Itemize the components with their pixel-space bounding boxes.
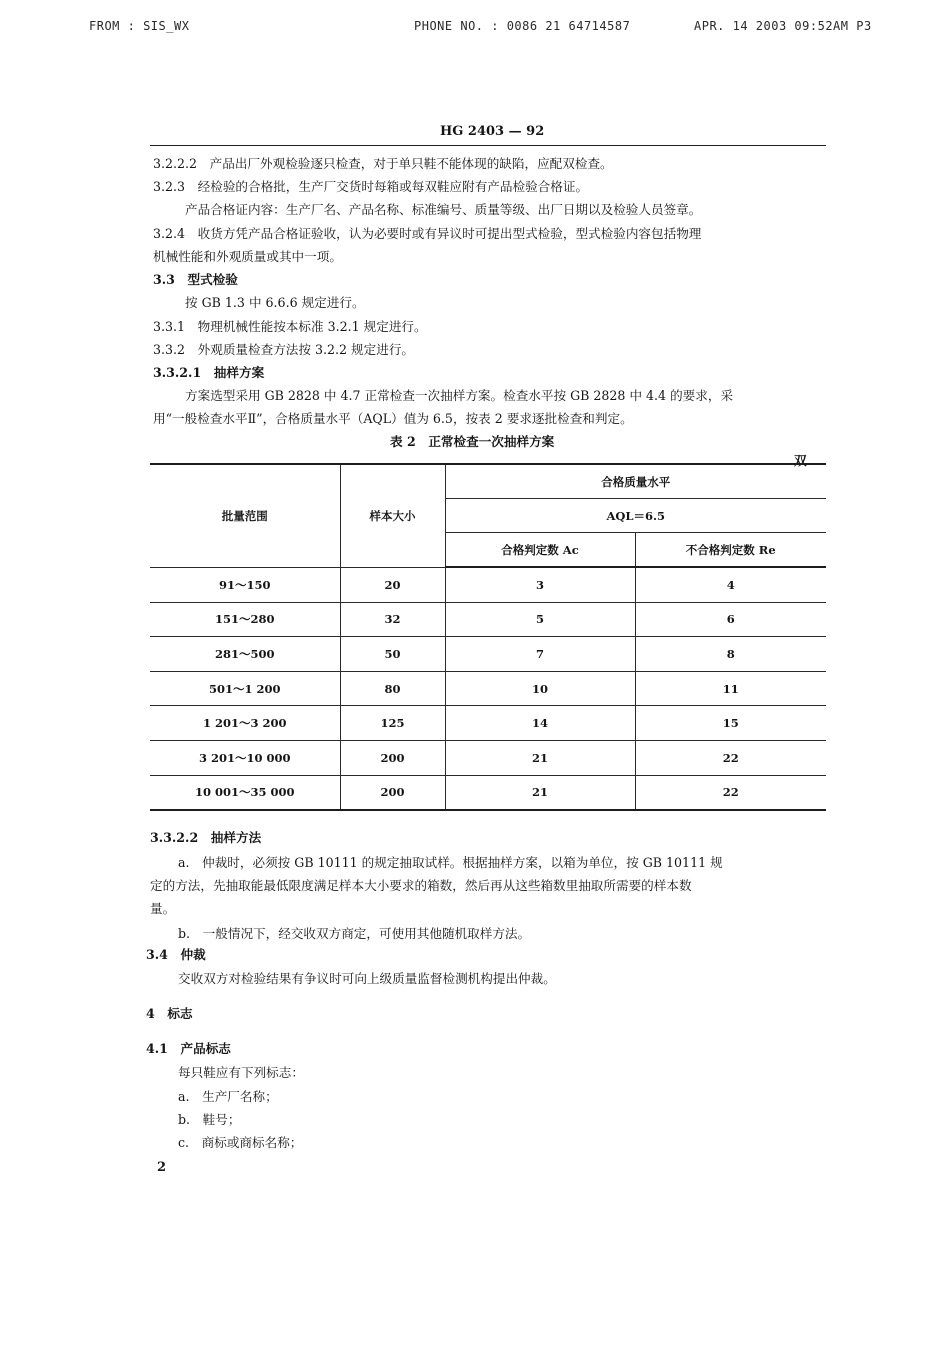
cell-lot: 501～1 200 xyxy=(150,671,340,706)
header-rule xyxy=(150,145,826,146)
table-row xyxy=(150,671,826,706)
method-b: b. 一般情况下，经交收双方商定，可使用其他随机取样方法。 xyxy=(178,926,531,941)
header-sample-size: 样本大小 xyxy=(340,464,445,567)
fax-date: APR. 14 2003 09:52AM P3 xyxy=(694,19,872,33)
sampling-plan-text: 方案选型采用 GB 2828 中 4.7 正常检查一次抽样方案。检查水平按 GB 2828 中 4.4 的要求，采 xyxy=(185,388,734,403)
cell-re: 15 xyxy=(635,706,826,741)
cell-ac: 7 xyxy=(445,637,635,672)
method-a-end: 量。 xyxy=(150,901,176,916)
cell-ac: 14 xyxy=(445,706,635,741)
cell-sample: 200 xyxy=(340,775,445,810)
header-ac: 合格判定数 Ac xyxy=(445,533,635,568)
document-code: HG 2403 — 92 xyxy=(440,124,545,139)
cell-lot: 1 201～3 200 xyxy=(150,706,340,741)
cell-lot: 281～500 xyxy=(150,637,340,672)
cell-sample: 32 xyxy=(340,602,445,637)
cell-sample: 125 xyxy=(340,706,445,741)
table-unit: 双 xyxy=(794,453,807,468)
marking-a: a. 生产厂名称； xyxy=(178,1089,278,1104)
table-row xyxy=(150,706,826,741)
heading-3-4: 3.4 仲裁 xyxy=(146,947,206,962)
cell-sample: 200 xyxy=(340,740,445,775)
table-row xyxy=(150,602,826,637)
table-caption: 表 2 正常检查一次抽样方案 xyxy=(390,434,555,449)
cell-re: 6 xyxy=(635,602,826,637)
clause-3-2-4-cont: 机械性能和外观质量或其中一项。 xyxy=(153,249,342,264)
cell-ac: 21 xyxy=(445,775,635,810)
method-a-cont: 定的方法，先抽取能最低限度满足样本大小要求的箱数，然后再从这些箱数里抽取所需要的样本数 xyxy=(150,878,692,893)
marking-intro: 每只鞋应有下列标志： xyxy=(178,1065,304,1080)
cell-re: 22 xyxy=(635,775,826,810)
heading-3-3-2-2: 3.3.2.2 抽样方法 xyxy=(150,830,262,845)
table-row xyxy=(150,567,826,602)
cell-sample: 50 xyxy=(340,637,445,672)
cell-lot: 10 001～35 000 xyxy=(194,785,295,800)
cell-lot: 3 201～10 000 xyxy=(150,740,340,775)
header-aql: AQL＝6.5 xyxy=(445,499,826,533)
clause-3-2-4: 3.2.4 收货方凭产品合格证验收，认为必要时或有异议时可提出型式检验，型式检验内容包括物理 xyxy=(153,226,702,241)
page-number: 2 xyxy=(157,1160,167,1175)
heading-3-3: 3.3 型式检验 xyxy=(153,272,238,287)
cell-ac: 10 xyxy=(445,671,635,706)
cell-lot: 151～280 xyxy=(150,602,340,637)
method-a: a. 仲裁时，必须按 GB 10111 的规定抽取试样。根据抽样方案，以箱为单位，按 GB 10111 规 xyxy=(178,855,723,870)
marking-c: c. 商标或商标名称； xyxy=(178,1135,303,1150)
clause-3-2-2-2: 3.2.2.2 产品出厂外观检验逐只检查，对于单只鞋不能体现的缺陷，应配双检查。 xyxy=(153,156,613,171)
clause-3-2-3: 3.2.3 经检验的合格批，生产厂交货时每箱或每双鞋应附有产品检验合格证。 xyxy=(153,179,589,194)
header-lot-range: 批量范围 xyxy=(150,464,340,567)
marking-b: b. 鞋号； xyxy=(178,1112,241,1127)
cell-re: 4 xyxy=(635,567,826,602)
cell-re: 11 xyxy=(635,671,826,706)
heading-4-1: 4.1 产品标志 xyxy=(146,1041,231,1056)
clause-3-3-text: 按 GB 1.3 中 6.6.6 规定进行。 xyxy=(185,295,365,310)
fax-phone: PHONE NO. : 0086 21 64714587 xyxy=(414,19,631,33)
cell-re: 22 xyxy=(635,740,826,775)
sampling-plan-text-cont: 用“一般检查水平Ⅱ”，合格质量水平（AQL）值为 6.5，按表 2 要求逐批检查和判定。 xyxy=(153,411,633,426)
clause-3-3-1: 3.3.1 物理机械性能按本标准 3.2.1 规定进行。 xyxy=(153,319,427,334)
arbitration-text: 交收双方对检验结果有争议时可向上级质量监督检测机构提出仲裁。 xyxy=(178,971,556,986)
cell-ac: 3 xyxy=(445,567,635,602)
fax-from: FROM : SIS_WX xyxy=(89,19,190,33)
clause-3-3-2: 3.3.2 外观质量检查方法按 3.2.2 规定进行。 xyxy=(153,342,415,357)
header-quality-level: 合格质量水平 xyxy=(445,464,826,499)
cell-lot: 91～150 xyxy=(150,567,340,602)
certificate-content: 产品合格证内容：生产厂名、产品名称、标准编号、质量等级、出厂日期以及检验人员签章。 xyxy=(185,202,702,217)
table-row xyxy=(150,637,826,672)
cell-ac: 5 xyxy=(445,602,635,637)
cell-ac: 21 xyxy=(445,740,635,775)
header-re: 不合格判定数 Re xyxy=(635,533,826,568)
table-row xyxy=(150,740,826,775)
cell-re: 8 xyxy=(635,637,826,672)
heading-3-3-2-1: 3.3.2.1 抽样方案 xyxy=(153,365,265,380)
cell-sample: 80 xyxy=(340,671,445,706)
sampling-table xyxy=(150,463,826,811)
cell-sample: 20 xyxy=(340,567,445,602)
heading-4: 4 标志 xyxy=(146,1006,193,1021)
table-row xyxy=(150,775,826,810)
